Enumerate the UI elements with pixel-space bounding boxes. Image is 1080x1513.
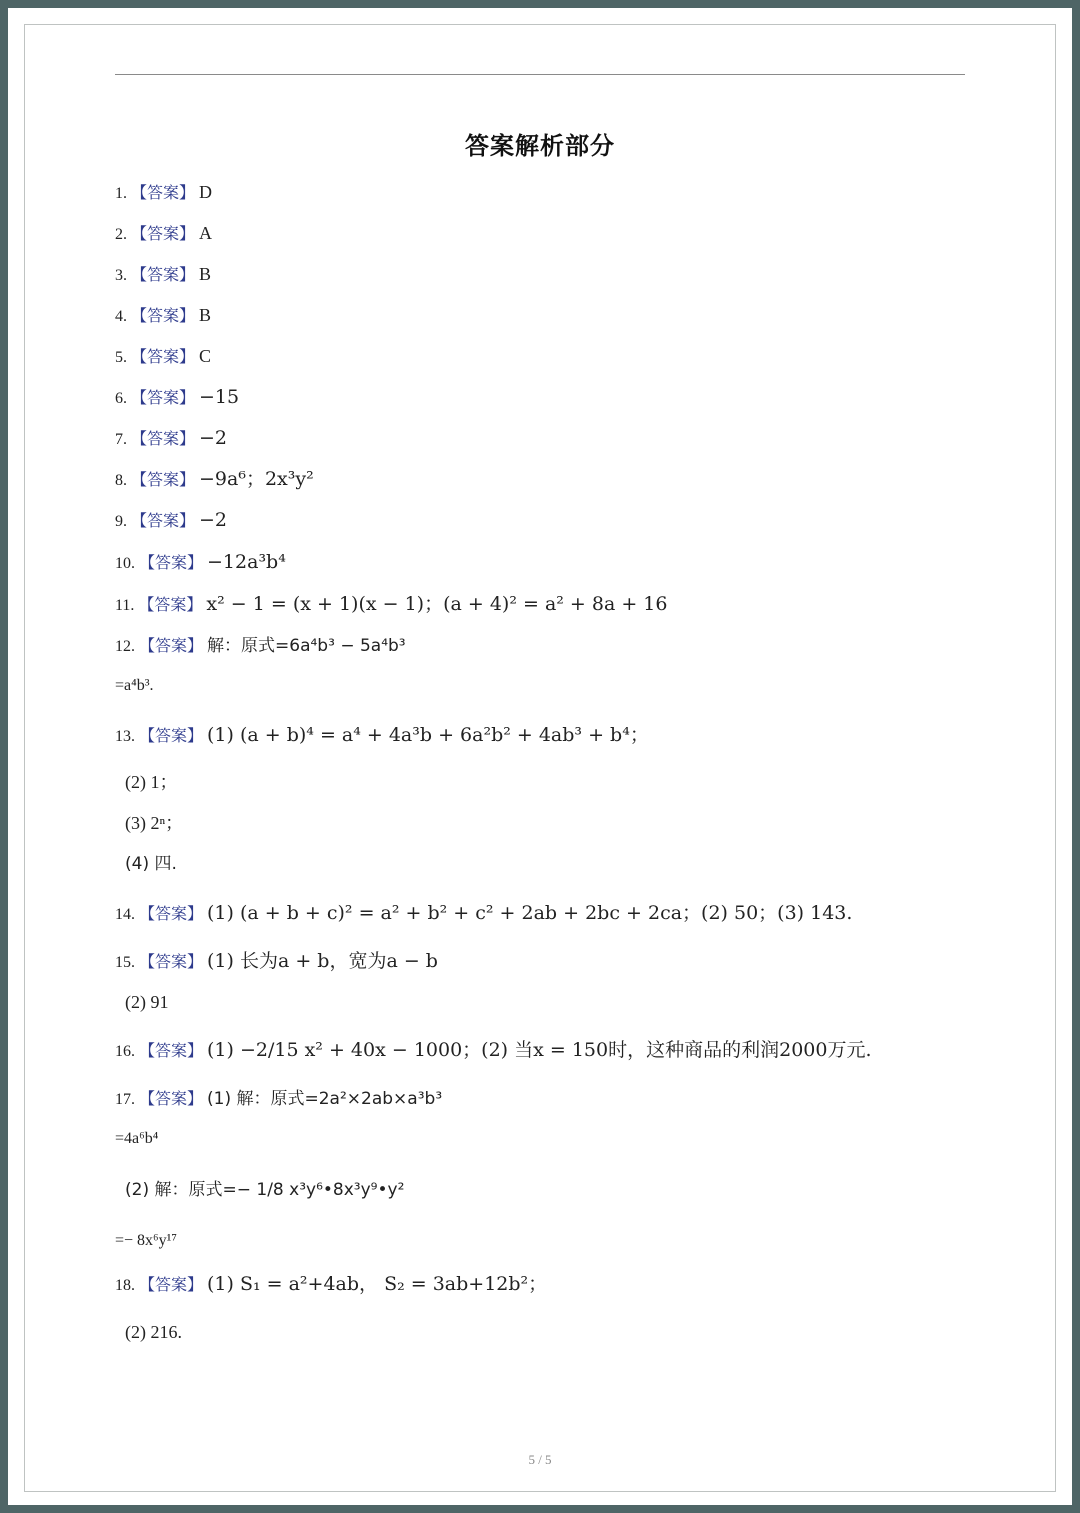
answer-text: −12a³b⁴ — [207, 551, 286, 573]
answer-13-part-2: (2) 1； — [125, 772, 178, 792]
answer-8 — [115, 467, 314, 493]
item-number: 5. — [115, 349, 127, 366]
answer-tag: 【答案】 — [139, 726, 204, 745]
answer-15-part-1 — [115, 949, 438, 975]
answer-text: B — [199, 264, 212, 284]
item-number: 15. — [115, 954, 135, 971]
answer-text: B — [199, 305, 212, 325]
answer-11 — [115, 592, 668, 618]
answer-6 — [115, 385, 239, 411]
answer-1 — [115, 180, 212, 206]
answer-text: x² − 1 = (x + 1)(x − 1)；(a + 4)² = a² + 8a + 16 — [206, 593, 668, 615]
answer-text: −9a⁶；2x³y² — [199, 468, 314, 490]
answer-17-line-4: =− 8x⁶y¹⁷ — [115, 1232, 177, 1249]
answer-5 — [115, 344, 211, 370]
answer-13-part-3: (3) 2ⁿ； — [125, 813, 184, 833]
page-number: 5 / 5 — [528, 1452, 552, 1467]
answer-13-part-4: (4) 四. — [125, 854, 177, 874]
item-number: 14. — [115, 906, 135, 923]
item-number: 13. — [115, 728, 135, 745]
answer-tag: 【答案】 — [139, 1275, 204, 1294]
answer-tag: 【答案】 — [131, 470, 196, 489]
answer-7 — [115, 426, 227, 452]
page — [8, 8, 1072, 1505]
answer-14 — [115, 901, 852, 927]
item-number: 8. — [115, 472, 127, 489]
answer-tag: 【答案】 — [139, 636, 204, 655]
answer-16 — [115, 1038, 872, 1064]
answer-text: (1) −2/15 x² + 40x − 1000；(2) 当x = 150时，这种商品的利润2000万元. — [207, 1039, 872, 1061]
item-number: 18. — [115, 1277, 135, 1294]
item-number: 11. — [115, 597, 135, 614]
answer-10 — [115, 550, 286, 576]
answer-text: 解：原式=6a⁴b³ − 5a⁴b³ — [207, 636, 406, 656]
answer-9 — [115, 508, 227, 534]
answer-tag: 【答案】 — [131, 183, 196, 202]
answer-text: −2 — [199, 427, 228, 449]
answer-12-continuation: =a⁴b³. — [115, 677, 154, 694]
answer-tag: 【答案】 — [131, 388, 196, 407]
item-number: 2. — [115, 226, 127, 243]
answer-17-part-1 — [115, 1086, 442, 1112]
answer-text: (1) (a + b)⁴ = a⁴ + 4a³b + 6a²b² + 4ab³ + b⁴； — [207, 724, 649, 746]
answer-text: −2 — [199, 509, 228, 531]
answer-tag: 【答案】 — [139, 904, 204, 923]
answer-text: D — [199, 182, 213, 202]
answer-tag: 【答案】 — [131, 224, 196, 243]
item-number: 9. — [115, 513, 127, 530]
answer-tag: 【答案】 — [139, 952, 204, 971]
item-number: 4. — [115, 308, 127, 325]
answer-tag: 【答案】 — [139, 1089, 204, 1108]
answer-tag: 【答案】 — [131, 511, 196, 530]
answer-text: (1) 解：原式=2a²×2ab×a³b³ — [207, 1089, 443, 1109]
header-rule — [115, 74, 965, 75]
item-number: 10. — [115, 555, 135, 572]
answer-13-part-1 — [115, 723, 649, 749]
answer-17-part-2: (2) 解：原式=− 1/8 x³y⁶•8x³y⁹•y² — [125, 1180, 405, 1200]
answer-17-line-2: =4a⁶b⁴ — [115, 1130, 159, 1147]
item-number: 12. — [115, 638, 135, 655]
answer-4 — [115, 303, 211, 329]
answer-tag: 【答案】 — [139, 553, 204, 572]
page-title: 答案解析部分 — [465, 132, 615, 160]
answer-2 — [115, 221, 212, 247]
item-number: 6. — [115, 390, 127, 407]
answer-text: −15 — [199, 386, 240, 408]
answer-text: (1) S₁ = a²+4ab， S₂ = 3ab+12b²； — [207, 1273, 548, 1295]
answer-18-part-1 — [115, 1272, 547, 1298]
answer-18-part-2: (2) 216. — [125, 1322, 182, 1342]
answer-text: A — [199, 223, 213, 243]
answer-12 — [115, 633, 406, 659]
answer-3 — [115, 262, 211, 288]
answer-tag: 【答案】 — [131, 306, 196, 325]
answer-text: C — [199, 346, 212, 366]
item-number: 17. — [115, 1091, 135, 1108]
answer-text: (1) 长为a + b，宽为a − b — [207, 950, 438, 972]
item-number: 16. — [115, 1043, 135, 1060]
item-number: 1. — [115, 185, 127, 202]
item-number: 7. — [115, 431, 127, 448]
answer-tag: 【答案】 — [131, 429, 196, 448]
answer-tag: 【答案】 — [131, 347, 196, 366]
answer-15-part-2: (2) 91 — [125, 992, 169, 1012]
answer-tag: 【答案】 — [139, 1041, 204, 1060]
item-number: 3. — [115, 267, 127, 284]
answer-tag: 【答案】 — [138, 595, 203, 614]
answer-text: (1) (a + b + c)² = a² + b² + c² + 2ab + 2bc + 2ca；(2) 50；(3) 143. — [207, 902, 853, 924]
answer-tag: 【答案】 — [131, 265, 196, 284]
